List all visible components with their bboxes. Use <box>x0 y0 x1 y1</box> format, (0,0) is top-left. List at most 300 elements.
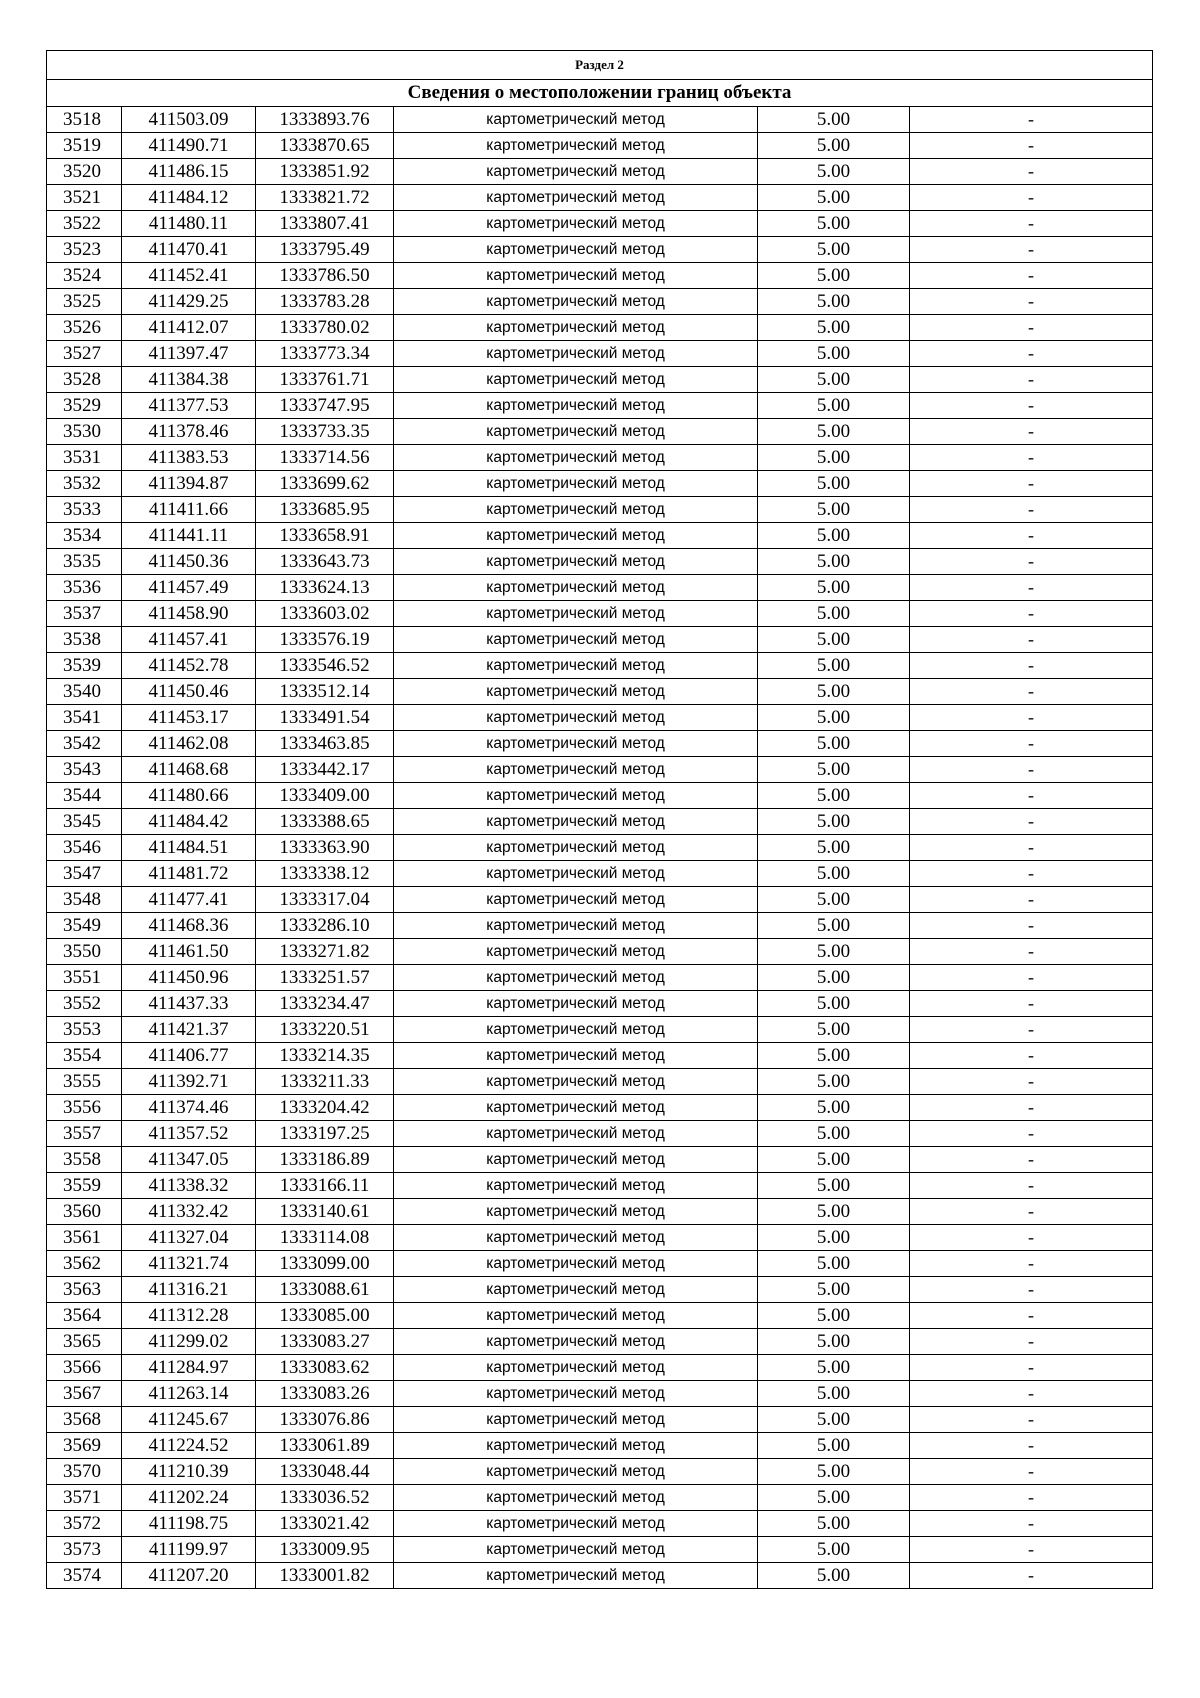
precision-cell: 5.00 <box>758 861 910 887</box>
point-number-cell: 3567 <box>47 1381 122 1407</box>
description-cell: - <box>910 211 1153 237</box>
point-number-cell: 3520 <box>47 159 122 185</box>
x-coordinate-cell: 411332.42 <box>122 1199 256 1225</box>
description-cell: - <box>910 1511 1153 1537</box>
y-coordinate-cell: 1333576.19 <box>256 627 394 653</box>
table-row <box>47 861 1153 887</box>
x-coordinate-cell: 411441.11 <box>122 523 256 549</box>
method-cell: картометрический метод <box>394 705 758 731</box>
x-coordinate-cell: 411450.96 <box>122 965 256 991</box>
y-coordinate-cell: 1333021.42 <box>256 1511 394 1537</box>
description-cell: - <box>910 861 1153 887</box>
precision-cell: 5.00 <box>758 653 910 679</box>
precision-cell: 5.00 <box>758 731 910 757</box>
point-number-cell: 3547 <box>47 861 122 887</box>
point-number-cell: 3526 <box>47 315 122 341</box>
table-row <box>47 445 1153 471</box>
table-row <box>47 731 1153 757</box>
table-row <box>47 211 1153 237</box>
method-cell: картометрический метод <box>394 315 758 341</box>
y-coordinate-cell: 1333099.00 <box>256 1251 394 1277</box>
y-coordinate-cell: 1333197.25 <box>256 1121 394 1147</box>
precision-cell: 5.00 <box>758 1069 910 1095</box>
description-cell: - <box>910 731 1153 757</box>
point-number-cell: 3544 <box>47 783 122 809</box>
y-coordinate-cell: 1333786.50 <box>256 263 394 289</box>
description-cell: - <box>910 1303 1153 1329</box>
method-cell: картометрический метод <box>394 211 758 237</box>
point-number-cell: 3535 <box>47 549 122 575</box>
precision-cell: 5.00 <box>758 835 910 861</box>
y-coordinate-cell: 1333251.57 <box>256 965 394 991</box>
x-coordinate-cell: 411450.36 <box>122 549 256 575</box>
method-cell: картометрический метод <box>394 1199 758 1225</box>
method-cell: картометрический метод <box>394 861 758 887</box>
table-row <box>47 1095 1153 1121</box>
method-cell: картометрический метод <box>394 289 758 315</box>
precision-cell: 5.00 <box>758 497 910 523</box>
y-coordinate-cell: 1333603.02 <box>256 601 394 627</box>
y-coordinate-cell: 1333714.56 <box>256 445 394 471</box>
x-coordinate-cell: 411462.08 <box>122 731 256 757</box>
description-cell: - <box>910 1095 1153 1121</box>
method-cell: картометрический метод <box>394 1147 758 1173</box>
table-row <box>47 1329 1153 1355</box>
precision-cell: 5.00 <box>758 705 910 731</box>
table-subtitle: Сведения о местоположении границ объекта <box>47 80 1153 107</box>
precision-cell: 5.00 <box>758 185 910 211</box>
table-row <box>47 1043 1153 1069</box>
description-cell: - <box>910 549 1153 575</box>
method-cell: картометрический метод <box>394 159 758 185</box>
x-coordinate-cell: 411437.33 <box>122 991 256 1017</box>
table-row <box>47 367 1153 393</box>
y-coordinate-cell: 1333442.17 <box>256 757 394 783</box>
precision-cell: 5.00 <box>758 1251 910 1277</box>
precision-cell: 5.00 <box>758 1459 910 1485</box>
x-coordinate-cell: 411392.71 <box>122 1069 256 1095</box>
x-coordinate-cell: 411224.52 <box>122 1433 256 1459</box>
method-cell: картометрический метод <box>394 835 758 861</box>
point-number-cell: 3548 <box>47 887 122 913</box>
point-number-cell: 3560 <box>47 1199 122 1225</box>
description-cell: - <box>910 1355 1153 1381</box>
method-cell: картометрический метод <box>394 679 758 705</box>
method-cell: картометрический метод <box>394 1043 758 1069</box>
precision-cell: 5.00 <box>758 1121 910 1147</box>
y-coordinate-cell: 1333140.61 <box>256 1199 394 1225</box>
y-coordinate-cell: 1333048.44 <box>256 1459 394 1485</box>
table-row <box>47 1017 1153 1043</box>
table-row <box>47 627 1153 653</box>
precision-cell: 5.00 <box>758 107 910 133</box>
precision-cell: 5.00 <box>758 757 910 783</box>
point-number-cell: 3542 <box>47 731 122 757</box>
y-coordinate-cell: 1333204.42 <box>256 1095 394 1121</box>
point-number-cell: 3522 <box>47 211 122 237</box>
precision-cell: 5.00 <box>758 133 910 159</box>
description-cell: - <box>910 1225 1153 1251</box>
section-header-row <box>47 51 1153 80</box>
description-cell: - <box>910 185 1153 211</box>
method-cell: картометрический метод <box>394 1173 758 1199</box>
method-cell: картометрический метод <box>394 1355 758 1381</box>
precision-cell: 5.00 <box>758 1095 910 1121</box>
description-cell: - <box>910 1459 1153 1485</box>
point-number-cell: 3545 <box>47 809 122 835</box>
method-cell: картометрический метод <box>394 1407 758 1433</box>
point-number-cell: 3530 <box>47 419 122 445</box>
x-coordinate-cell: 411461.50 <box>122 939 256 965</box>
x-coordinate-cell: 411468.68 <box>122 757 256 783</box>
method-cell: картометрический метод <box>394 1121 758 1147</box>
table-row <box>47 1537 1153 1563</box>
description-cell: - <box>910 341 1153 367</box>
point-number-cell: 3569 <box>47 1433 122 1459</box>
description-cell: - <box>910 1563 1153 1589</box>
y-coordinate-cell: 1333807.41 <box>256 211 394 237</box>
method-cell: картометрический метод <box>394 497 758 523</box>
precision-cell: 5.00 <box>758 237 910 263</box>
subtitle-header-row <box>47 80 1153 107</box>
point-number-cell: 3553 <box>47 1017 122 1043</box>
precision-cell: 5.00 <box>758 601 910 627</box>
point-number-cell: 3549 <box>47 913 122 939</box>
table-row <box>47 1199 1153 1225</box>
x-coordinate-cell: 411458.90 <box>122 601 256 627</box>
method-cell: картометрический метод <box>394 1095 758 1121</box>
precision-cell: 5.00 <box>758 1173 910 1199</box>
precision-cell: 5.00 <box>758 315 910 341</box>
y-coordinate-cell: 1333211.33 <box>256 1069 394 1095</box>
table-row <box>47 705 1153 731</box>
description-cell: - <box>910 1121 1153 1147</box>
y-coordinate-cell: 1333409.00 <box>256 783 394 809</box>
description-cell: - <box>910 523 1153 549</box>
precision-cell: 5.00 <box>758 1277 910 1303</box>
y-coordinate-cell: 1333761.71 <box>256 367 394 393</box>
precision-cell: 5.00 <box>758 471 910 497</box>
y-coordinate-cell: 1333114.08 <box>256 1225 394 1251</box>
y-coordinate-cell: 1333463.85 <box>256 731 394 757</box>
method-cell: картометрический метод <box>394 991 758 1017</box>
y-coordinate-cell: 1333088.61 <box>256 1277 394 1303</box>
method-cell: картометрический метод <box>394 1069 758 1095</box>
y-coordinate-cell: 1333338.12 <box>256 861 394 887</box>
x-coordinate-cell: 411503.09 <box>122 107 256 133</box>
table-row <box>47 419 1153 445</box>
method-cell: картометрический метод <box>394 627 758 653</box>
description-cell: - <box>910 1381 1153 1407</box>
table-row <box>47 133 1153 159</box>
x-coordinate-cell: 411263.14 <box>122 1381 256 1407</box>
table-row <box>47 1277 1153 1303</box>
method-cell: картометрический метод <box>394 1511 758 1537</box>
x-coordinate-cell: 411383.53 <box>122 445 256 471</box>
precision-cell: 5.00 <box>758 1381 910 1407</box>
table-row <box>47 991 1153 1017</box>
description-cell: - <box>910 445 1153 471</box>
table-row <box>47 1251 1153 1277</box>
x-coordinate-cell: 411452.78 <box>122 653 256 679</box>
table-row <box>47 835 1153 861</box>
description-cell: - <box>910 1537 1153 1563</box>
table-row <box>47 497 1153 523</box>
description-cell: - <box>910 887 1153 913</box>
x-coordinate-cell: 411347.05 <box>122 1147 256 1173</box>
y-coordinate-cell: 1333643.73 <box>256 549 394 575</box>
description-cell: - <box>910 913 1153 939</box>
point-number-cell: 3555 <box>47 1069 122 1095</box>
method-cell: картометрический метод <box>394 419 758 445</box>
point-number-cell: 3565 <box>47 1329 122 1355</box>
x-coordinate-cell: 411486.15 <box>122 159 256 185</box>
y-coordinate-cell: 1333186.89 <box>256 1147 394 1173</box>
y-coordinate-cell: 1333870.65 <box>256 133 394 159</box>
precision-cell: 5.00 <box>758 159 910 185</box>
description-cell: - <box>910 471 1153 497</box>
method-cell: картометрический метод <box>394 809 758 835</box>
description-cell: - <box>910 1433 1153 1459</box>
precision-cell: 5.00 <box>758 1199 910 1225</box>
y-coordinate-cell: 1333780.02 <box>256 315 394 341</box>
precision-cell: 5.00 <box>758 783 910 809</box>
precision-cell: 5.00 <box>758 549 910 575</box>
method-cell: картометрический метод <box>394 887 758 913</box>
description-cell: - <box>910 107 1153 133</box>
x-coordinate-cell: 411421.37 <box>122 1017 256 1043</box>
x-coordinate-cell: 411384.38 <box>122 367 256 393</box>
point-number-cell: 3573 <box>47 1537 122 1563</box>
method-cell: картометрический метод <box>394 1433 758 1459</box>
method-cell: картометрический метод <box>394 1303 758 1329</box>
x-coordinate-cell: 411378.46 <box>122 419 256 445</box>
x-coordinate-cell: 411480.66 <box>122 783 256 809</box>
method-cell: картометрический метод <box>394 471 758 497</box>
point-number-cell: 3518 <box>47 107 122 133</box>
section-title: Раздел 2 <box>47 51 1153 80</box>
point-number-cell: 3532 <box>47 471 122 497</box>
precision-cell: 5.00 <box>758 341 910 367</box>
description-cell: - <box>910 263 1153 289</box>
y-coordinate-cell: 1333286.10 <box>256 913 394 939</box>
x-coordinate-cell: 411457.49 <box>122 575 256 601</box>
description-cell: - <box>910 653 1153 679</box>
precision-cell: 5.00 <box>758 1433 910 1459</box>
x-coordinate-cell: 411484.51 <box>122 835 256 861</box>
method-cell: картометрический метод <box>394 965 758 991</box>
x-coordinate-cell: 411484.42 <box>122 809 256 835</box>
point-number-cell: 3533 <box>47 497 122 523</box>
table-row <box>47 809 1153 835</box>
table-row <box>47 913 1153 939</box>
table-row <box>47 887 1153 913</box>
point-number-cell: 3527 <box>47 341 122 367</box>
point-number-cell: 3559 <box>47 1173 122 1199</box>
x-coordinate-cell: 411484.12 <box>122 185 256 211</box>
method-cell: картометрический метод <box>394 185 758 211</box>
table-row <box>47 575 1153 601</box>
method-cell: картометрический метод <box>394 367 758 393</box>
point-number-cell: 3564 <box>47 1303 122 1329</box>
description-cell: - <box>910 1485 1153 1511</box>
precision-cell: 5.00 <box>758 1147 910 1173</box>
x-coordinate-cell: 411199.97 <box>122 1537 256 1563</box>
y-coordinate-cell: 1333234.47 <box>256 991 394 1017</box>
precision-cell: 5.00 <box>758 1485 910 1511</box>
precision-cell: 5.00 <box>758 1407 910 1433</box>
description-cell: - <box>910 1329 1153 1355</box>
method-cell: картометрический метод <box>394 757 758 783</box>
y-coordinate-cell: 1333271.82 <box>256 939 394 965</box>
description-cell: - <box>910 133 1153 159</box>
method-cell: картометрический метод <box>394 783 758 809</box>
method-cell: картометрический метод <box>394 341 758 367</box>
x-coordinate-cell: 411198.75 <box>122 1511 256 1537</box>
precision-cell: 5.00 <box>758 679 910 705</box>
method-cell: картометрический метод <box>394 1017 758 1043</box>
point-number-cell: 3521 <box>47 185 122 211</box>
table-row <box>47 263 1153 289</box>
y-coordinate-cell: 1333699.62 <box>256 471 394 497</box>
x-coordinate-cell: 411450.46 <box>122 679 256 705</box>
point-number-cell: 3562 <box>47 1251 122 1277</box>
table-row <box>47 653 1153 679</box>
x-coordinate-cell: 411316.21 <box>122 1277 256 1303</box>
method-cell: картометрический метод <box>394 107 758 133</box>
description-cell: - <box>910 601 1153 627</box>
point-number-cell: 3519 <box>47 133 122 159</box>
point-number-cell: 3525 <box>47 289 122 315</box>
description-cell: - <box>910 809 1153 835</box>
x-coordinate-cell: 411327.04 <box>122 1225 256 1251</box>
method-cell: картометрический метод <box>394 1329 758 1355</box>
y-coordinate-cell: 1333893.76 <box>256 107 394 133</box>
y-coordinate-cell: 1333214.35 <box>256 1043 394 1069</box>
description-cell: - <box>910 627 1153 653</box>
x-coordinate-cell: 411394.87 <box>122 471 256 497</box>
table-row <box>47 1147 1153 1173</box>
x-coordinate-cell: 411412.07 <box>122 315 256 341</box>
description-cell: - <box>910 237 1153 263</box>
y-coordinate-cell: 1333085.00 <box>256 1303 394 1329</box>
description-cell: - <box>910 965 1153 991</box>
y-coordinate-cell: 1333083.26 <box>256 1381 394 1407</box>
table-row <box>47 1459 1153 1485</box>
precision-cell: 5.00 <box>758 289 910 315</box>
point-number-cell: 3554 <box>47 1043 122 1069</box>
point-number-cell: 3537 <box>47 601 122 627</box>
precision-cell: 5.00 <box>758 965 910 991</box>
precision-cell: 5.00 <box>758 211 910 237</box>
table-row <box>47 1433 1153 1459</box>
precision-cell: 5.00 <box>758 939 910 965</box>
method-cell: картометрический метод <box>394 575 758 601</box>
point-number-cell: 3541 <box>47 705 122 731</box>
table-row <box>47 185 1153 211</box>
point-number-cell: 3558 <box>47 1147 122 1173</box>
method-cell: картометрический метод <box>394 913 758 939</box>
precision-cell: 5.00 <box>758 393 910 419</box>
point-number-cell: 3528 <box>47 367 122 393</box>
point-number-cell: 3572 <box>47 1511 122 1537</box>
description-cell: - <box>910 1017 1153 1043</box>
point-number-cell: 3556 <box>47 1095 122 1121</box>
precision-cell: 5.00 <box>758 419 910 445</box>
x-coordinate-cell: 411429.25 <box>122 289 256 315</box>
point-number-cell: 3523 <box>47 237 122 263</box>
point-number-cell: 3557 <box>47 1121 122 1147</box>
precision-cell: 5.00 <box>758 1537 910 1563</box>
x-coordinate-cell: 411338.32 <box>122 1173 256 1199</box>
y-coordinate-cell: 1333773.34 <box>256 341 394 367</box>
y-coordinate-cell: 1333658.91 <box>256 523 394 549</box>
precision-cell: 5.00 <box>758 913 910 939</box>
precision-cell: 5.00 <box>758 1355 910 1381</box>
method-cell: картометрический метод <box>394 549 758 575</box>
method-cell: картометрический метод <box>394 1251 758 1277</box>
table-row <box>47 315 1153 341</box>
description-cell: - <box>910 679 1153 705</box>
description-cell: - <box>910 1069 1153 1095</box>
x-coordinate-cell: 411299.02 <box>122 1329 256 1355</box>
point-number-cell: 3571 <box>47 1485 122 1511</box>
precision-cell: 5.00 <box>758 991 910 1017</box>
point-number-cell: 3561 <box>47 1225 122 1251</box>
y-coordinate-cell: 1333009.95 <box>256 1537 394 1563</box>
table-row <box>47 939 1153 965</box>
precision-cell: 5.00 <box>758 1563 910 1589</box>
y-coordinate-cell: 1333795.49 <box>256 237 394 263</box>
description-cell: - <box>910 1251 1153 1277</box>
precision-cell: 5.00 <box>758 523 910 549</box>
y-coordinate-cell: 1333083.62 <box>256 1355 394 1381</box>
table-row <box>47 783 1153 809</box>
table-row <box>47 1355 1153 1381</box>
table-row <box>47 393 1153 419</box>
table-row <box>47 523 1153 549</box>
table-row <box>47 1173 1153 1199</box>
y-coordinate-cell: 1333083.27 <box>256 1329 394 1355</box>
x-coordinate-cell: 411245.67 <box>122 1407 256 1433</box>
x-coordinate-cell: 411477.41 <box>122 887 256 913</box>
description-cell: - <box>910 1407 1153 1433</box>
boundary-coordinates-table <box>46 50 1153 1589</box>
method-cell: картометрический метод <box>394 1225 758 1251</box>
description-cell: - <box>910 705 1153 731</box>
point-number-cell: 3552 <box>47 991 122 1017</box>
x-coordinate-cell: 411406.77 <box>122 1043 256 1069</box>
method-cell: картометрический метод <box>394 1537 758 1563</box>
description-cell: - <box>910 575 1153 601</box>
point-number-cell: 3568 <box>47 1407 122 1433</box>
point-number-cell: 3574 <box>47 1563 122 1589</box>
description-cell: - <box>910 393 1153 419</box>
description-cell: - <box>910 939 1153 965</box>
x-coordinate-cell: 411397.47 <box>122 341 256 367</box>
x-coordinate-cell: 411207.20 <box>122 1563 256 1589</box>
table-row <box>47 1563 1153 1589</box>
point-number-cell: 3543 <box>47 757 122 783</box>
y-coordinate-cell: 1333001.82 <box>256 1563 394 1589</box>
point-number-cell: 3550 <box>47 939 122 965</box>
point-number-cell: 3531 <box>47 445 122 471</box>
x-coordinate-cell: 411481.72 <box>122 861 256 887</box>
table-row <box>47 1511 1153 1537</box>
y-coordinate-cell: 1333491.54 <box>256 705 394 731</box>
method-cell: картометрический метод <box>394 1277 758 1303</box>
description-cell: - <box>910 419 1153 445</box>
